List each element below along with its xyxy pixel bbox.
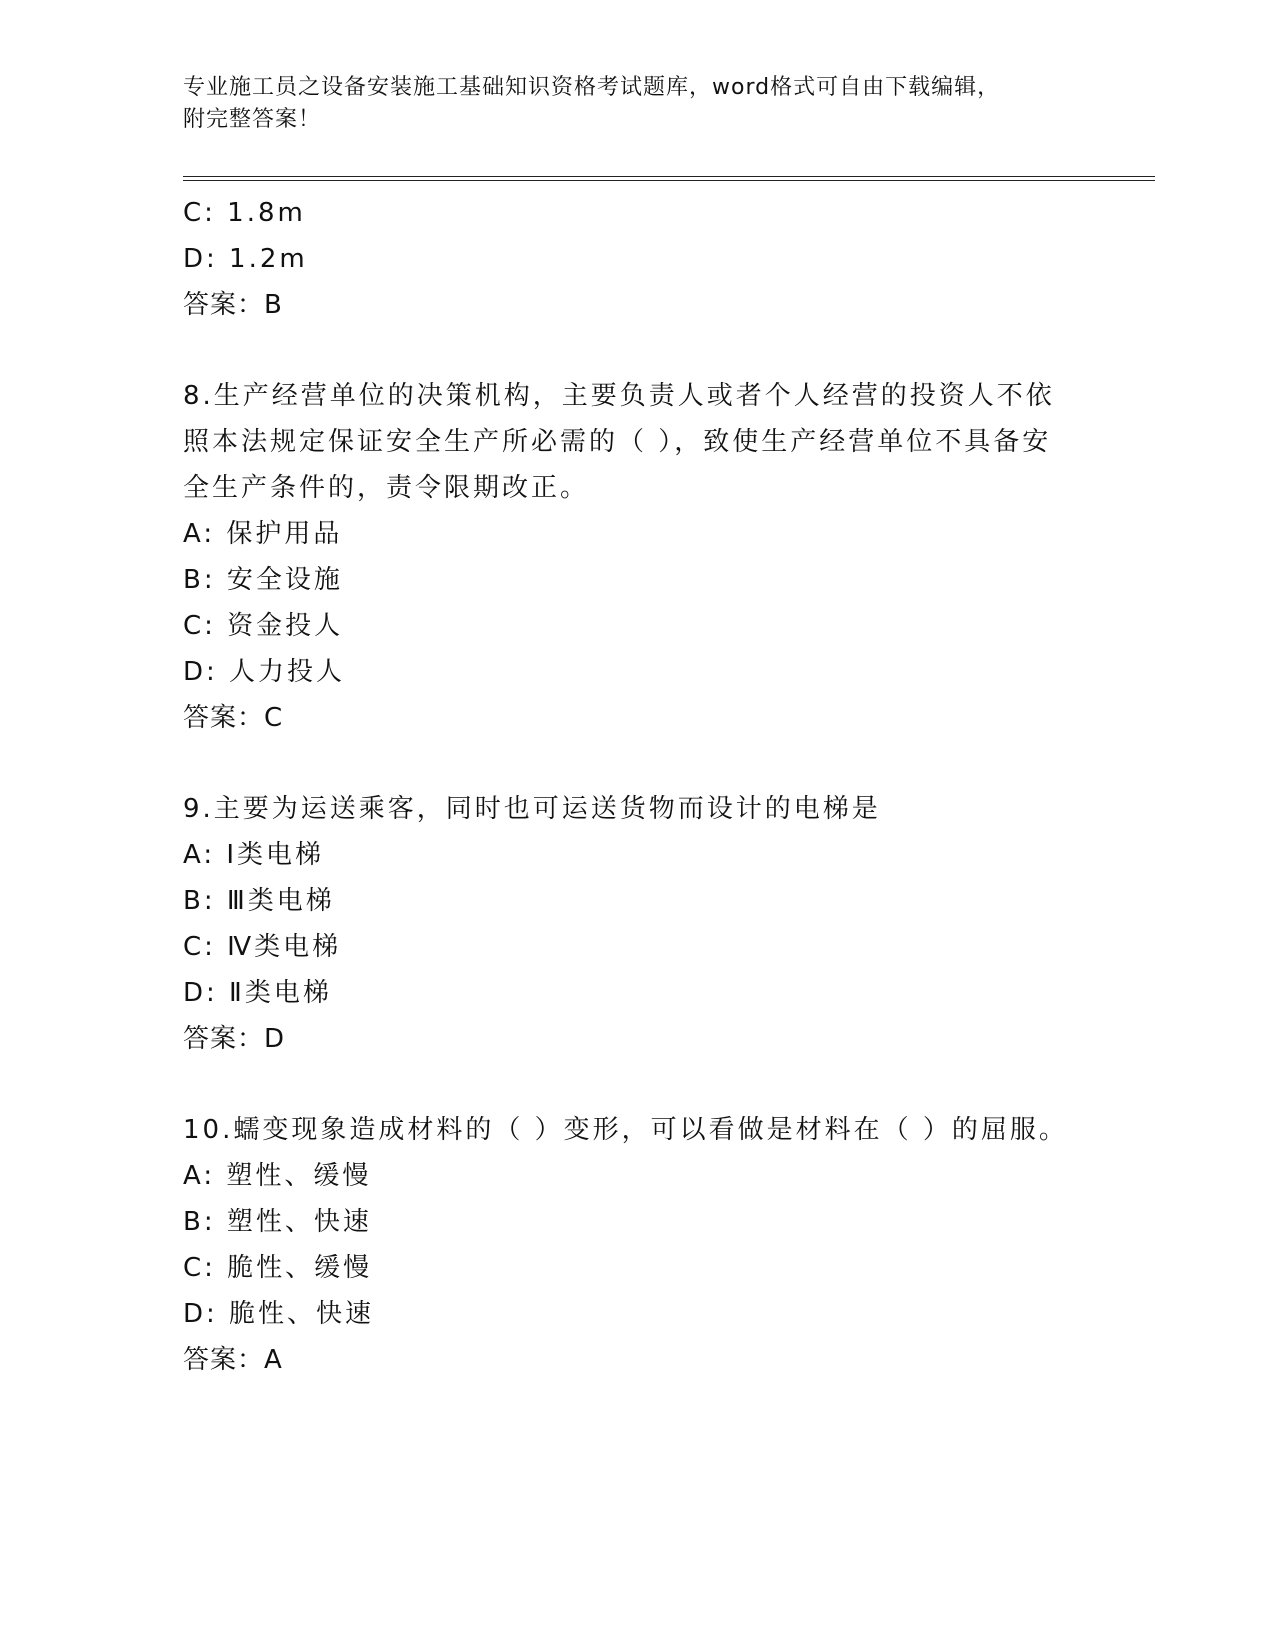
answer-line: 答案：C: [183, 703, 284, 733]
question-text: 8.生产经营单位的决策机构，主要负责人或者个人经营的投资人不依: [183, 381, 1055, 411]
option-d: D: 人力投人: [183, 657, 346, 687]
question-9: [183, 786, 1083, 1062]
question-text: 9.主要为运送乘客，同时也可运送货物而设计的电梯是: [183, 794, 881, 824]
question-text: 照本法规定保证安全生产所必需的（ ），致使生产经营单位不具备安: [183, 427, 1052, 457]
header-title-line-2: 附完整答案！: [183, 107, 322, 132]
question-text: 全生产条件的，责令限期改正。: [183, 473, 590, 503]
option-b: B: Ⅲ类电梯: [183, 886, 335, 916]
question-8: [183, 373, 1083, 741]
page-header: [183, 72, 1063, 136]
option-c: C: 脆性、缓慢: [183, 1253, 373, 1283]
option-a: A: 保护用品: [183, 519, 343, 549]
answer-line: 答案：D: [183, 1024, 286, 1054]
answer-line: 答案：B: [183, 290, 283, 320]
option-a: A: Ⅰ类电梯: [183, 840, 325, 870]
header-title-line-1: 专业施工员之设备安装施工基础知识资格考试题库，word格式可自由下载编辑，: [183, 75, 1001, 100]
option-c: C: 资金投人: [183, 611, 344, 641]
option-c: C: Ⅳ类电梯: [183, 932, 342, 962]
question-prev: [183, 190, 1083, 328]
option-b: B: 安全设施: [183, 565, 343, 595]
option-d: D: 1.2m: [183, 244, 308, 274]
option-c: C: 1.8m: [183, 198, 306, 228]
option-d: D: 脆性、快速: [183, 1299, 375, 1329]
question-list: [183, 190, 1083, 1383]
question-10: [183, 1107, 1083, 1383]
option-d: D: Ⅱ类电梯: [183, 978, 332, 1008]
option-a: A: 塑性、缓慢: [183, 1161, 372, 1191]
option-b: B: 塑性、快速: [183, 1207, 372, 1237]
question-text: 10.蠕变现象造成材料的（ ）变形，可以看做是材料在（ ）的屈服。: [183, 1115, 1068, 1145]
header-divider: [183, 176, 1155, 181]
answer-line: 答案：A: [183, 1345, 283, 1375]
